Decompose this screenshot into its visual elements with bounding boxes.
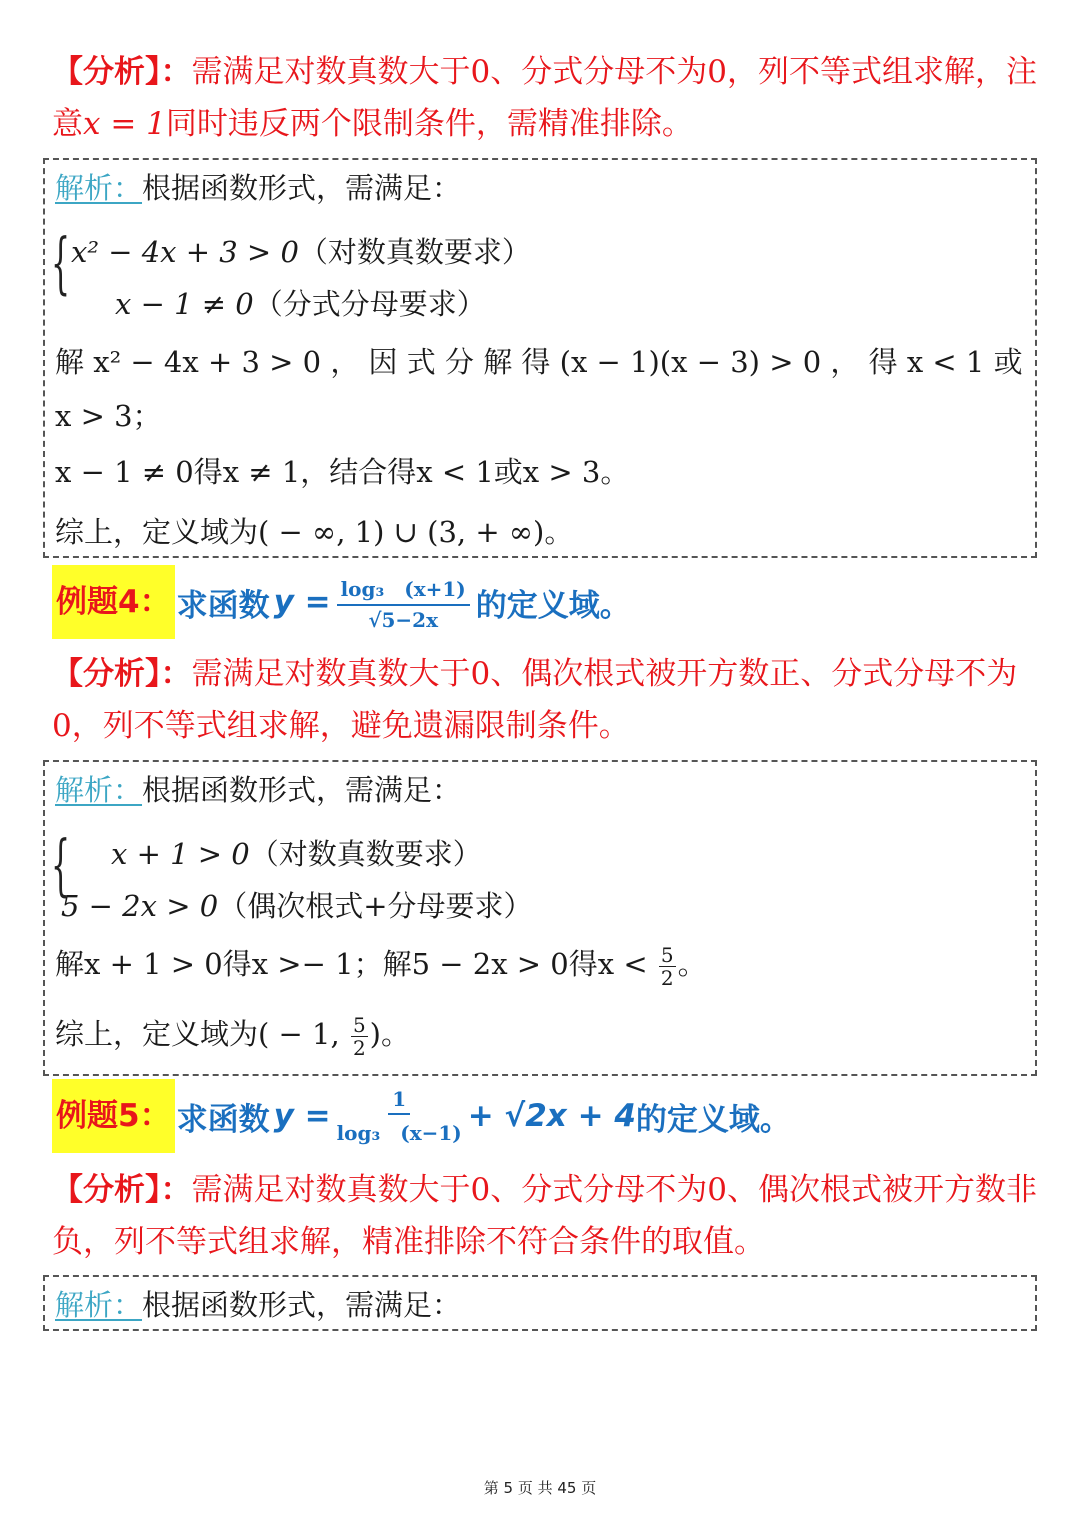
condition-1 <box>111 832 482 873</box>
solution-intro-text: 根据函数形式，需满足： <box>142 171 462 205</box>
solution-step-2: x − 1 ≠ 0得x ≠ 1，结合得x < 1或x > 3。 <box>55 455 630 489</box>
function-fraction <box>337 1087 462 1146</box>
question-suffix: 的定义域。 <box>475 587 631 624</box>
solution-intro-text: 根据函数形式，需满足： <box>142 773 462 807</box>
condition-2-expr: x − 1 ≠ 0 <box>115 287 254 321</box>
analysis-text: 需满足对数真数大于0、偶次根式被开方数正、分式分母不为0，列不等式组求解，避免遗漏限制条件。 <box>52 656 1018 744</box>
solution-label: 解析： <box>55 773 143 807</box>
solution-box-3 <box>43 1275 1037 1331</box>
solution-label: 解析： <box>55 1288 143 1322</box>
example-question <box>177 573 631 632</box>
example-label: 例题5： <box>52 1079 175 1153</box>
function-variable: y = <box>273 584 331 620</box>
analysis-text: 需满足对数真数大于0、分式分母不为0、偶次根式被开方数非负，列不等式组求解，精准排除不符合条件的取值。 <box>52 1172 1037 1260</box>
analysis-label: 【分析】： <box>52 656 192 692</box>
fraction-denominator: 2 <box>352 1035 366 1060</box>
analysis-math: x = 1 <box>83 106 166 142</box>
analysis-block-1 <box>52 46 1037 150</box>
sqrt-term: + √2x + 4 <box>467 1098 636 1134</box>
function-fraction <box>337 573 470 632</box>
solution-box-1 <box>43 158 1037 558</box>
condition-1-note: （对数真数要求） <box>249 837 482 871</box>
analysis-block-2 <box>52 648 1037 752</box>
condition-2-note: （偶次根式+分母要求） <box>218 889 533 923</box>
conclusion-end: )。 <box>369 1017 410 1051</box>
analysis-label: 【分析】： <box>52 1172 192 1208</box>
solution-intro-text: 根据函数形式，需满足： <box>142 1288 462 1322</box>
example-question <box>177 1087 791 1146</box>
function-variable: y = <box>273 1098 331 1134</box>
fraction-numerator: 5 <box>352 1012 366 1037</box>
solution-label: 解析： <box>55 171 143 205</box>
fraction-denominator: log₃ (x−1) <box>336 1120 462 1145</box>
condition-2-expr: 5 − 2x > 0 <box>61 889 219 923</box>
fraction-numerator: 5 <box>660 942 674 967</box>
left-brace-icon: { <box>51 828 71 905</box>
solution-step-1: 解 x² − 4x + 3 > 0 ， 因 式 分 解 得 (x − 1)(x − 3) > 0 ， 得 x < 1 或 <box>55 345 1023 379</box>
solution-step-end: 。 <box>677 947 707 981</box>
condition-1 <box>71 230 531 271</box>
fraction-denominator: 2 <box>660 965 674 990</box>
condition-2-note: （分式分母要求） <box>253 287 486 321</box>
question-suffix: 的定义域。 <box>635 1101 791 1138</box>
solution-conclusion: 综上，定义域为( − ∞, 1) ∪ (3, + ∞)。 <box>55 515 574 549</box>
example-label: 例题4： <box>52 565 175 639</box>
conclusion-text: 综上，定义域为( − 1, <box>55 1017 340 1051</box>
solution-conclusion <box>55 1012 410 1059</box>
fraction <box>659 944 676 989</box>
condition-1-expr: x + 1 > 0 <box>111 837 250 871</box>
solution-box-2 <box>43 760 1037 1076</box>
fraction-numerator: log₃ (x+1) <box>337 573 470 606</box>
solution-intro <box>55 1283 461 1324</box>
solution-intro <box>55 768 461 809</box>
solution-step-1 <box>55 942 707 989</box>
solution-intro <box>55 166 461 207</box>
condition-1-expr: x² − 4x + 3 > 0 <box>71 235 299 269</box>
example-4 <box>52 565 631 639</box>
fraction-denominator: √5−2x <box>368 607 438 632</box>
solution-step-1-cont: x > 3； <box>55 399 162 433</box>
analysis-text: 需满足对数真数大于0、分式分母不为0，列不等式组求解，注意 <box>52 54 1037 142</box>
left-brace-icon: { <box>51 226 71 303</box>
page-number: 第 5 页 共 45 页 <box>483 1479 597 1497</box>
example-5 <box>52 1079 791 1153</box>
analysis-label: 【分析】： <box>52 54 192 90</box>
fraction-numerator: 1 <box>388 1087 410 1115</box>
condition-2 <box>115 282 486 323</box>
fraction <box>351 1014 368 1059</box>
condition-2 <box>61 884 533 925</box>
question-prefix: 求函数 <box>176 1101 270 1138</box>
analysis-text-tail: 同时违反两个限制条件，需精准排除。 <box>165 106 693 142</box>
condition-1-note: （对数真数要求） <box>298 235 531 269</box>
solution-step-text: 解x + 1 > 0得x >− 1；解5 − 2x > 0得x < <box>55 947 648 981</box>
analysis-block-3 <box>52 1164 1037 1268</box>
question-prefix: 求函数 <box>176 587 270 624</box>
